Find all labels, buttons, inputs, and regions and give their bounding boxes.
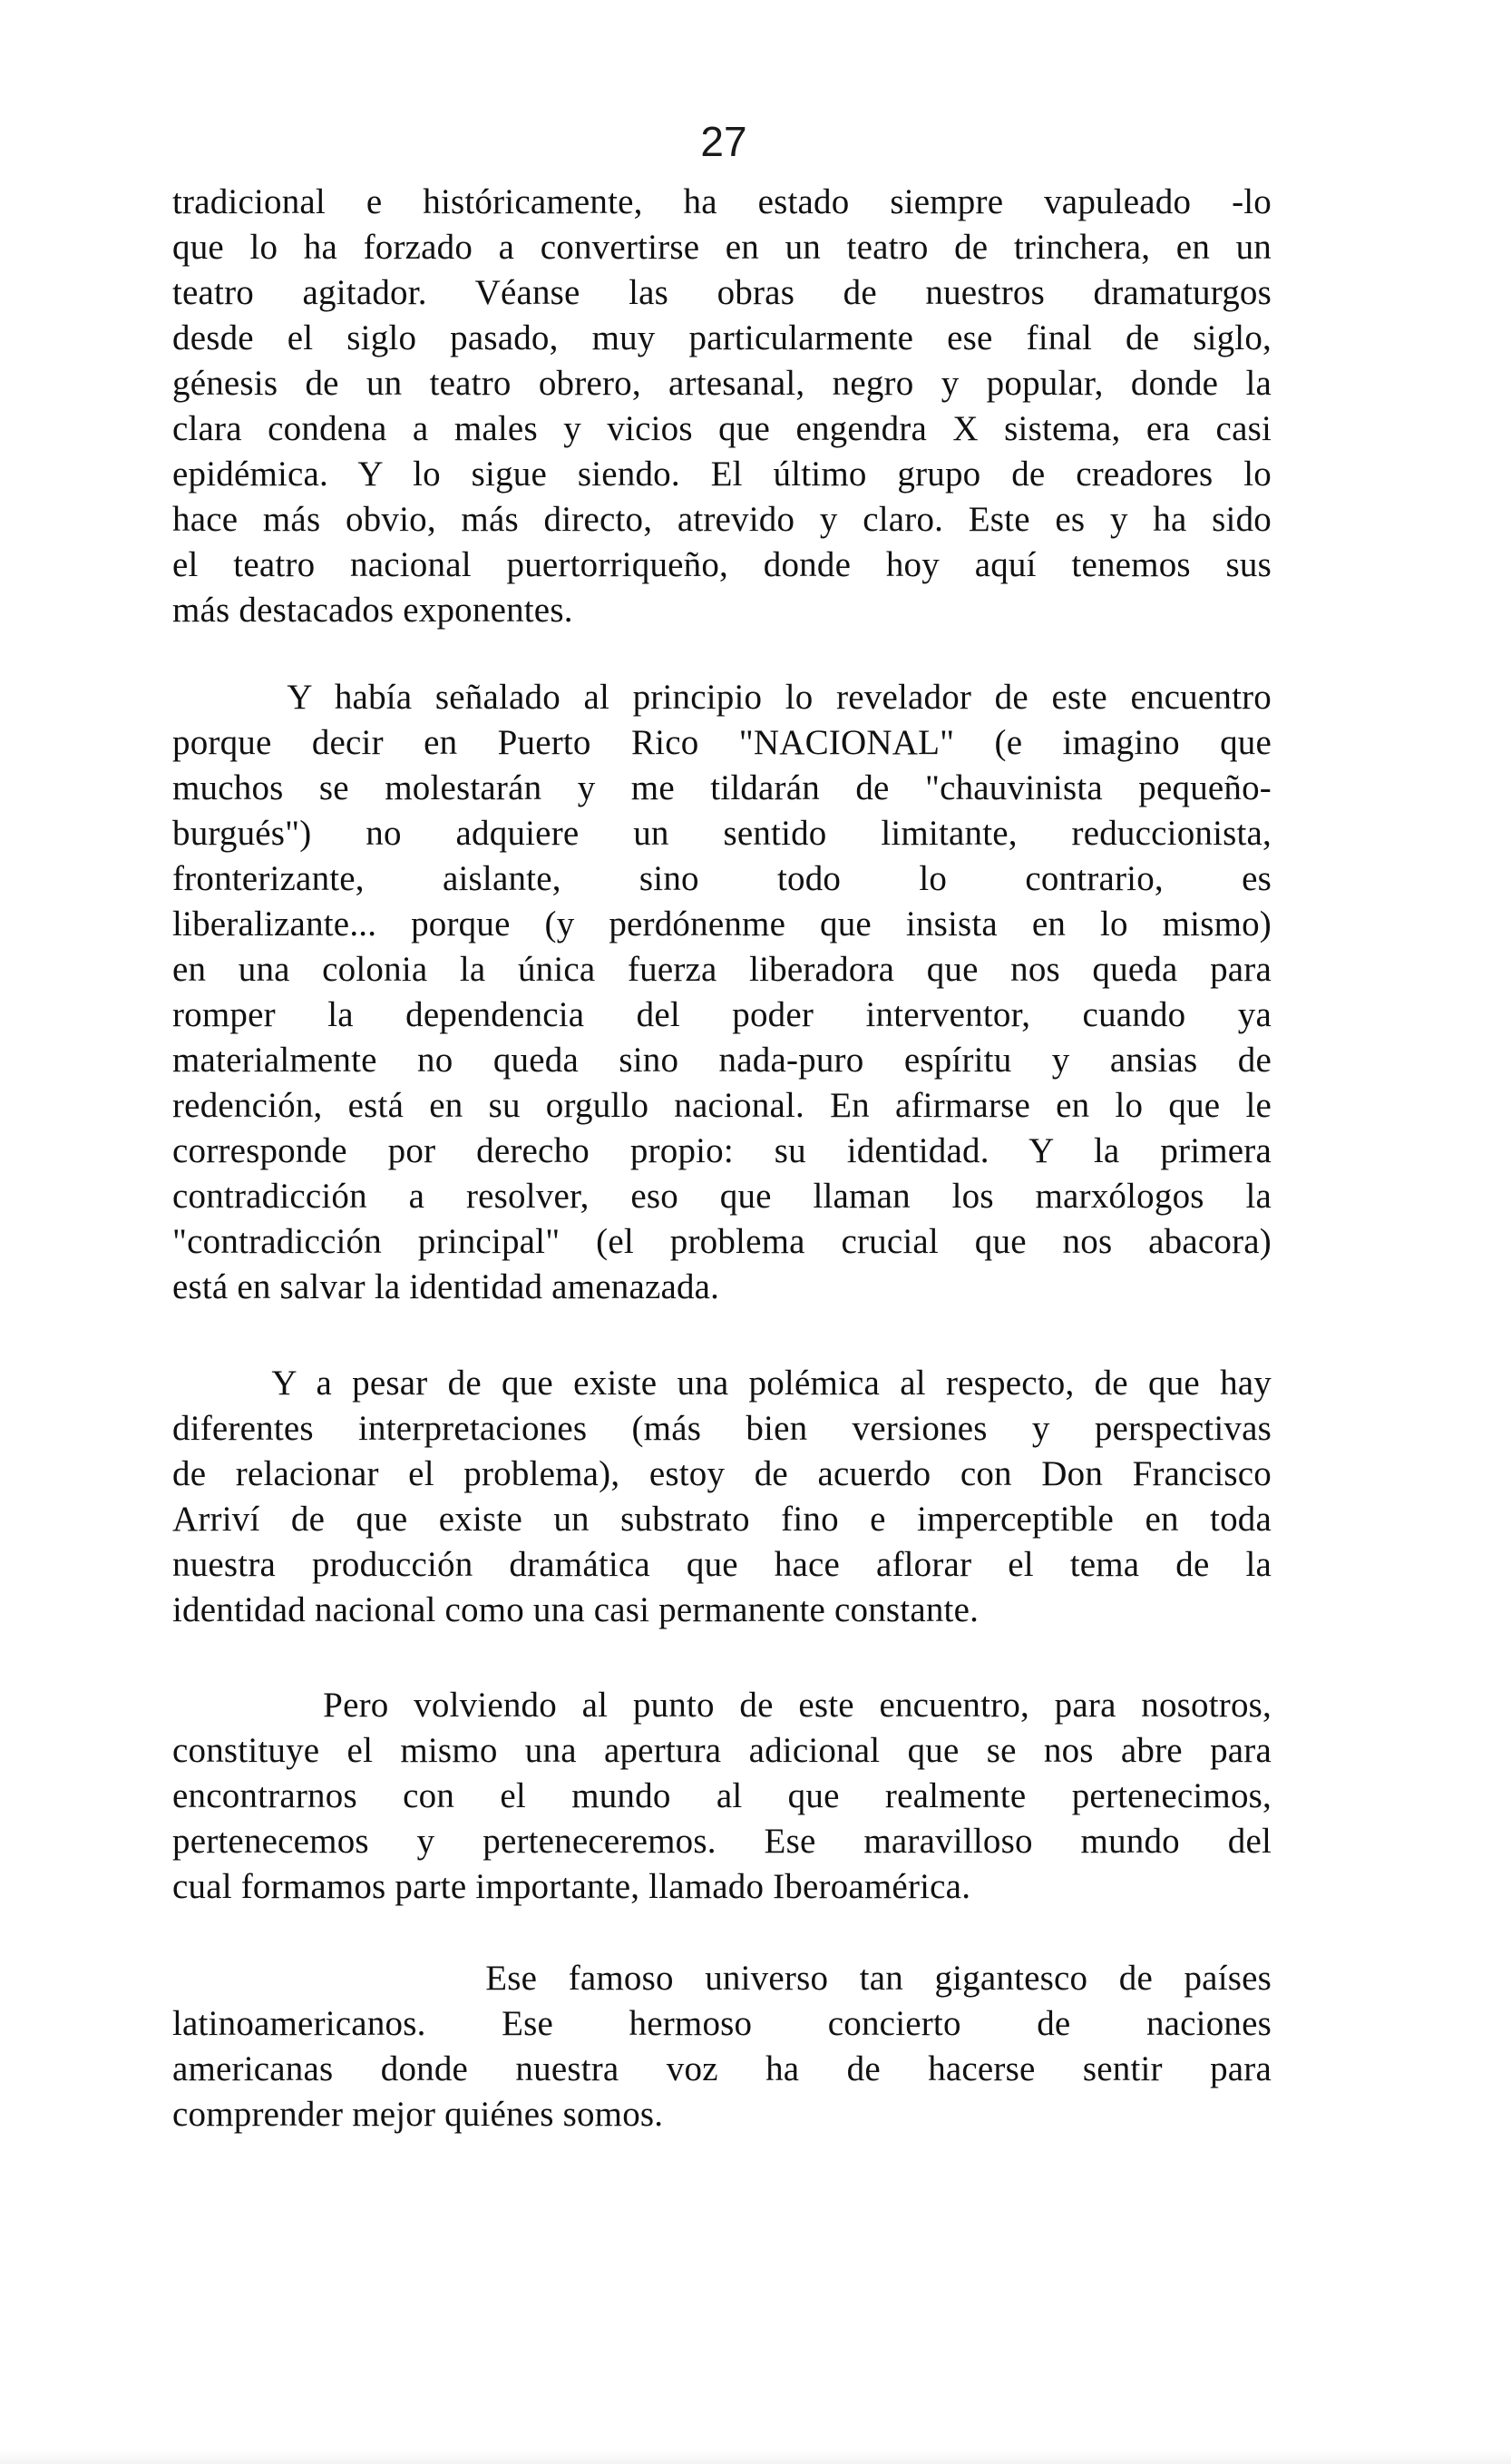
page-bottom-edge bbox=[0, 2449, 1511, 2464]
text-line: pertenecemos y perteneceremos. Ese maravilloso mundo del bbox=[172, 1822, 1272, 1861]
text-line: americanas donde nuestra voz ha de hacerse sentir para bbox=[172, 2049, 1272, 2088]
text-line: desde el siglo pasado, muy particularmente ese final de siglo, bbox=[172, 318, 1272, 357]
text-line: burgués") no adquiere un sentido limitante, reduccionista, bbox=[172, 814, 1272, 853]
text-line: fronterizante, aislante, sino todo lo contrario, es bbox=[172, 859, 1272, 898]
text-line: en una colonia la única fuerza liberadora que nos queda para bbox=[172, 950, 1272, 989]
text-line: teatro agitador. Véanse las obras de nuestros dramaturgos bbox=[172, 273, 1272, 312]
text-line: corresponde por derecho propio: su identidad. Y la primera bbox=[172, 1131, 1272, 1170]
paragraph-3 bbox=[172, 1361, 1272, 1633]
text-line: Ese famoso universo tan gigantesco de países bbox=[172, 1959, 1272, 1998]
text-line: más destacados exponentes. bbox=[172, 591, 573, 630]
text-line: "contradicción principal" (el problema crucial que nos abacora) bbox=[172, 1222, 1272, 1261]
text-line: contradicción a resolver, eso que llaman los marxólogos la bbox=[172, 1177, 1272, 1216]
text-line: comprender mejor quiénes somos. bbox=[172, 2095, 664, 2134]
text-line: muchos se molestarán y me tildarán de "chauvinista pequeño- bbox=[172, 768, 1272, 807]
text-line: romper la dependencia del poder interventor, cuando ya bbox=[172, 995, 1272, 1034]
paragraph-1 bbox=[172, 180, 1272, 633]
text-line: redención, está en su orgullo nacional. En afirmarse en lo que le bbox=[172, 1086, 1272, 1125]
text-line: tradicional e históricamente, ha estado siempre vapuleado -lo bbox=[172, 182, 1272, 221]
text-line: Y a pesar de que existe una polémica al respecto, de que hay bbox=[172, 1364, 1272, 1403]
text-line: porque decir en Puerto Rico "NACIONAL" (e imagino que bbox=[172, 723, 1272, 762]
text-line: epidémica. Y lo sigue siendo. El último grupo de creadores lo bbox=[172, 455, 1272, 494]
paragraph-2 bbox=[172, 675, 1272, 1310]
text-line: que lo ha forzado a convertirse en un teatro de trinchera, en un bbox=[172, 228, 1272, 267]
paragraph-5 bbox=[172, 1956, 1272, 2137]
text-line: génesis de un teatro obrero, artesanal, negro y popular, donde la bbox=[172, 364, 1272, 403]
text-line: nuestra producción dramática que hace aflorar el tema de la bbox=[172, 1545, 1272, 1584]
text-line: latinoamericanos. Ese hermoso concierto de naciones bbox=[172, 2004, 1272, 2043]
text-line: Arriví de que existe un substrato fino e imperceptible en toda bbox=[172, 1500, 1272, 1539]
text-line: Pero volviendo al punto de este encuentro, para nosotros, bbox=[172, 1686, 1272, 1725]
text-line: Y había señalado al principio lo revelador de este encuentro bbox=[172, 678, 1272, 717]
text-line: diferentes interpretaciones (más bien versiones y perspectivas bbox=[172, 1409, 1272, 1448]
text-line: hace más obvio, más directo, atrevido y claro. Este es y ha sido bbox=[172, 500, 1272, 539]
text-line: cual formamos parte importante, llamado Iberoamérica. bbox=[172, 1867, 971, 1906]
page-number: 27 bbox=[700, 118, 747, 165]
text-line: identidad nacional como una casi permanente constante. bbox=[172, 1590, 980, 1629]
text-line: constituye el mismo una apertura adicional que se nos abre para bbox=[172, 1731, 1272, 1770]
text-line: liberalizante... porque (y perdónenme que insista en lo mismo) bbox=[172, 904, 1272, 944]
paragraph-4 bbox=[172, 1683, 1272, 1910]
text-line: de relacionar el problema), estoy de acuerdo con Don Francisco bbox=[172, 1454, 1272, 1493]
text-line: el teatro nacional puertorriqueño, donde hoy aquí tenemos sus bbox=[172, 545, 1272, 584]
text-line: clara condena a males y vicios que engendra X sistema, era casi bbox=[172, 409, 1272, 448]
text-line: está en salvar la identidad amenazada. bbox=[172, 1267, 720, 1306]
text-line: materialmente no queda sino nada-puro espíritu y ansias de bbox=[172, 1041, 1272, 1080]
text-line: encontrarnos con el mundo al que realmente pertenecimos, bbox=[172, 1776, 1272, 1815]
